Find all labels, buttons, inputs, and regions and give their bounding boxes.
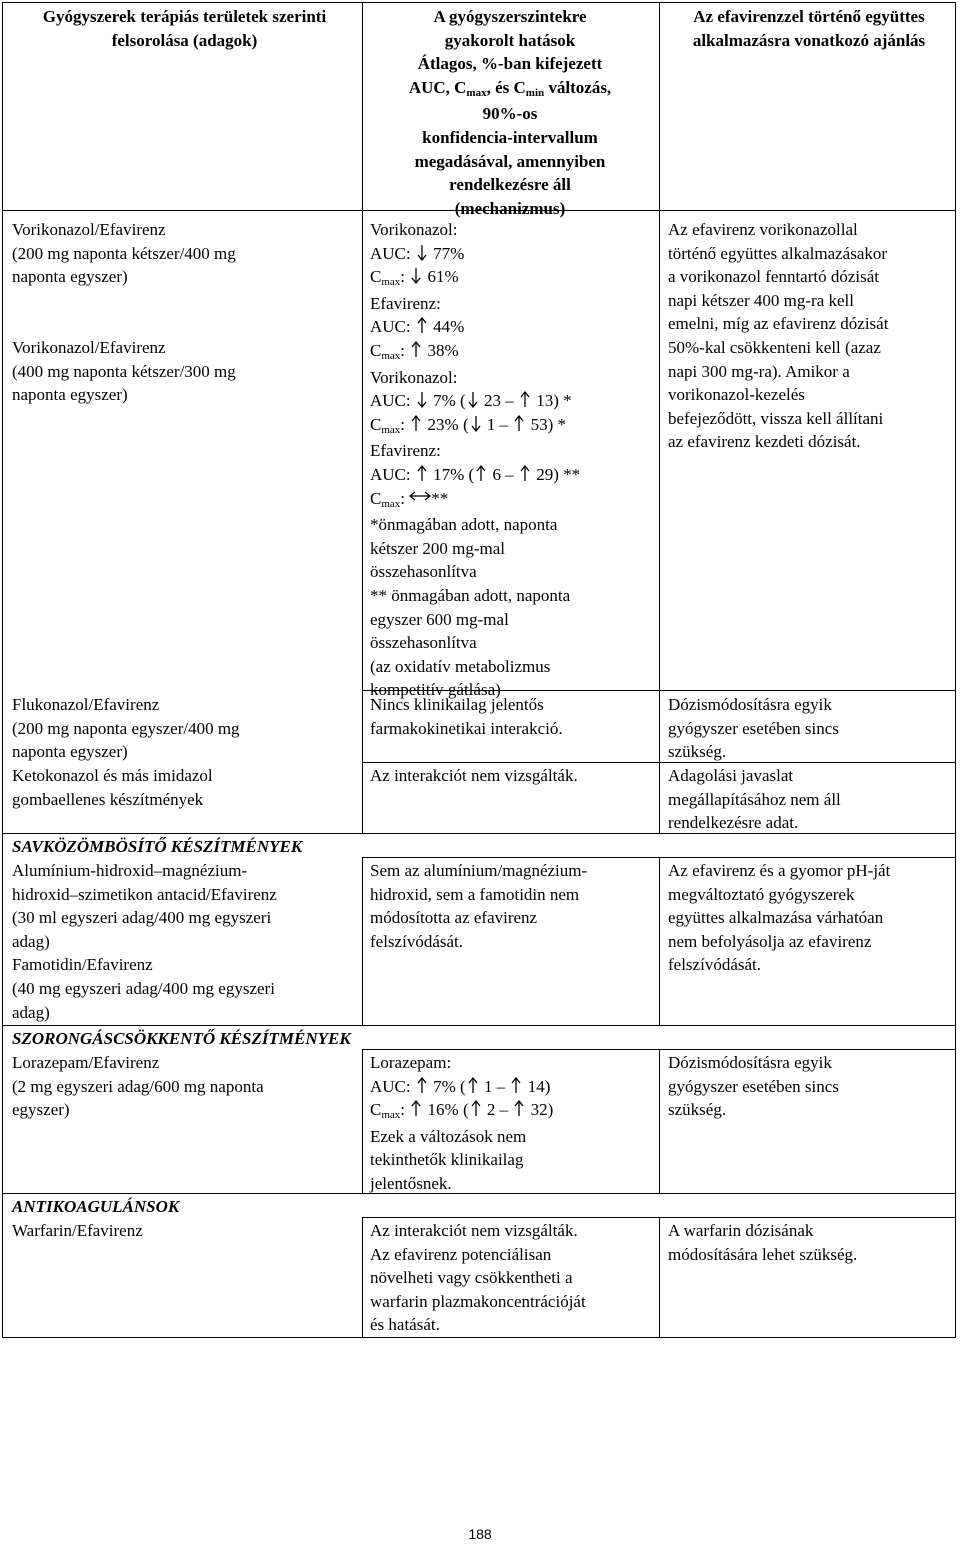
- anxio-drug: Lorazepam/Efavirenz (2 mg egyszeri adag/600 mg naponta egyszer): [12, 1053, 264, 1120]
- row-divider-anxio: [2, 1025, 956, 1026]
- keto-effect: Az interakciót nem vizsgálták.: [370, 766, 578, 785]
- arrow-up-icon: [466, 1077, 480, 1094]
- arrow-up-icon: [415, 317, 429, 334]
- arrow-up-icon: [409, 341, 423, 358]
- arrow-up-icon: [409, 1100, 423, 1117]
- arrow-down-icon: [466, 391, 480, 408]
- col-divider-1c: [362, 1049, 363, 1193]
- fluko-drug: Flukonazol/Efavirenz (200 mg naponta egyszer/400 mg naponta egyszer): [12, 695, 240, 762]
- anticoag-effect: Az interakciót nem vizsgálták. Az efavirenz potenciálisan növelheti vagy csökkentheti a warfarin plazmakoncentrációját és hatását.: [370, 1221, 586, 1335]
- header-col-recommendation: Az efavirenzzel történő együttes alkalmazásra vonatkozó ajánlás: [692, 7, 926, 50]
- arrow-down-icon: [415, 391, 429, 408]
- anticoag-recommendation: A warfarin dózisának módosítására lehet szükség.: [668, 1221, 858, 1264]
- page-number: 188: [468, 1526, 492, 1542]
- anxio-recommendation: Dózismódosításra egyik gyógyszer esetében sincs szükség.: [668, 1053, 839, 1120]
- vori-effects: Vorikonazol: AUC: 77% Cmax: 61% Efavirenz: AUC: 44% Cmax: 38% Vorikonazol: AUC: 7% ( 23 – 13) * Cmax: 23% ( 1 – 53) * Efavirenz: AUC: 17% ( 6 – 29) ** Cmax: ** *önmagában adott, naponta kétszer 200 mg-mal összehasonlítva ** önmagában adott, naponta egyszer 600 mg-mal összehasonlítva (az oxidatív metabolizmus kompetitív gátlása): [370, 220, 581, 700]
- arrow-up-icon: [409, 415, 423, 432]
- col-divider-2a: [659, 2, 660, 833]
- arrow-up-icon: [509, 1077, 523, 1094]
- col-divider-2c: [659, 1049, 660, 1193]
- arrow-up-icon: [469, 1100, 483, 1117]
- arrow-down-icon: [409, 267, 423, 284]
- arrow-down-icon: [469, 415, 483, 432]
- section-title-antacid: SAVKÖZÖMBÖSÍTŐ KÉSZÍTMÉNYEK: [12, 837, 303, 856]
- keto-drug: Ketokonazol és más imidazol gombaellenes készítmények: [12, 766, 213, 809]
- header-col-drugs: Gyógyszerek terápiás területek szerinti felsorolása (adagok): [42, 7, 327, 50]
- fluko-recommendation: Dózismódosításra egyik gyógyszer esetében sincs szükség.: [668, 695, 839, 762]
- col-divider-1a: [362, 2, 363, 833]
- anticoag-drug: Warfarin/Efavirenz: [12, 1221, 143, 1240]
- arrow-both-icon: [409, 490, 431, 502]
- auc-cmax-cmin-line: AUC, Cmax, és Cmin változás,: [408, 77, 612, 99]
- arrow-up-icon: [415, 465, 429, 482]
- arrow-up-icon: [415, 1077, 429, 1094]
- antacid-recommendation: Az efavirenz és a gyomor pH-ját megváltoztató gyógyszerek együttes alkalmazása várhatóan nem befolyásolja az efavirenz felszívódását.: [668, 861, 891, 975]
- vori-drug-2: Vorikonazol/Efavirenz (400 mg naponta kétszer/300 mg naponta egyszer): [12, 338, 236, 405]
- arrow-up-icon: [474, 465, 488, 482]
- antacid-effect: Sem az alumínium/magnézium- hidroxid, sem a famotidin nem módosította az efavirenz felszívódását.: [370, 861, 588, 951]
- arrow-up-icon: [512, 415, 526, 432]
- arrow-up-icon: [512, 1100, 526, 1117]
- col-divider-1d: [362, 1217, 363, 1338]
- section-title-anticoagulants: ANTIKOAGULÁNSOK: [12, 1197, 180, 1216]
- header-col-effects: A gyógyszerszintekre gyakorolt hatások Átlagos, %-ban kifejezett AUC, Cmax, és Cmin változás, 90%-os konfidencia-intervallum megadásával, amennyiben rendelkezésre áll (mechanizmus): [370, 5, 650, 220]
- antacid-drug: Alumínium-hidroxid–magnézium- hidroxid–szimetikon antacid/Efavirenz (30 ml egyszeri adag/400 mg egyszeri adag) Famotidin/Efavirenz (40 mg egyszeri adag/400 mg egyszeri adag): [12, 861, 277, 1022]
- fluko-effect: Nincs klinikailag jelentős farmakokinetikai interakció.: [370, 695, 563, 738]
- arrow-up-icon: [518, 465, 532, 482]
- arrow-down-icon: [415, 244, 429, 261]
- anxio-effect: Lorazepam: AUC: 7% ( 1 – 14) Cmax: 16% ( 2 – 32) Ezek a változások nem tekinthetők klinikailag jelentősnek.: [370, 1053, 554, 1193]
- col-divider-2b: [659, 857, 660, 1025]
- col-divider-2d: [659, 1217, 660, 1338]
- keto-recommendation: Adagolási javaslat megállapításához nem áll rendelkezésre adat.: [668, 766, 841, 833]
- arrow-up-icon: [518, 391, 532, 408]
- vori-recommendation: Az efavirenz vorikonazollal történő együttes alkalmazásakor a vorikonazol fenntartó dózisát napi kétszer 400 mg-ra kell emelni, míg az efavirenz dózisát 50%-kal csökkenteni kell (azaz napi 300 mg-ra). Amikor a vorikonazol-kezelés befejeződött, vissza kell állítani az efavirenz kezdeti dózisát.: [668, 220, 889, 452]
- section-title-anxiolytics: SZORONGÁSCSÖKKENTŐ KÉSZÍTMÉNYEK: [12, 1029, 351, 1048]
- col-divider-1b: [362, 857, 363, 1025]
- vori-drug-1: Vorikonazol/Efavirenz (200 mg naponta kétszer/400 mg naponta egyszer): [12, 220, 236, 287]
